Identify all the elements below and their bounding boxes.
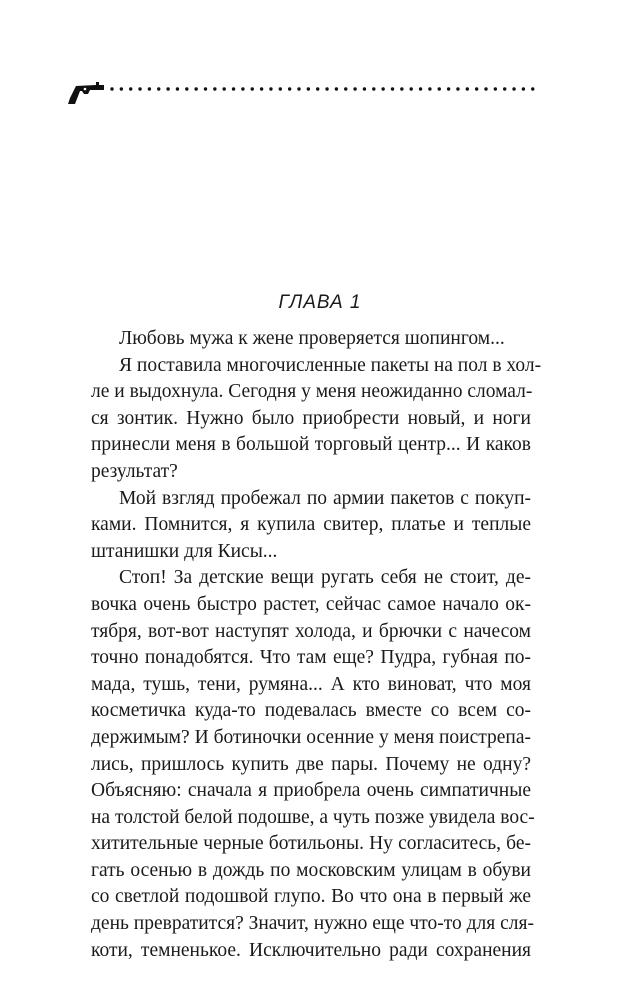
text-line: принесли меня в большой торговый центр... И каков xyxy=(91,434,531,456)
text-line: точно понадобятся. Что там еще? Пудра, губная по- xyxy=(91,647,531,669)
text-line: Стоп! За детские вещи ругать себя не стоит, де- xyxy=(119,567,531,589)
revolver-icon xyxy=(66,76,106,110)
text-line: день превратится? Значит, нужно еще что-то для сля- xyxy=(91,913,534,935)
text-line: результат? xyxy=(91,460,178,482)
header-ornament xyxy=(66,76,536,110)
text-line: Любовь мужа к жене проверяется шопингом... xyxy=(119,328,505,349)
text-line: Я поставила многочисленные пакеты на пол в хол- xyxy=(119,354,542,376)
text-line: мада, тушь, тени, румяна... А кто виноват, что моя xyxy=(91,673,531,695)
text-line: штанишки для Кисы... xyxy=(91,540,278,562)
text-line: вочка очень быстро растет, сейчас самое начало ок- xyxy=(91,593,531,615)
text-line: со светлой подошвой глупо. Во что она в первый же xyxy=(91,886,531,908)
text-line: держимым? И ботиночки осенние у меня поистрепа- xyxy=(91,726,531,748)
text-line: лись, пришлось купить две пары. Почему не одну? xyxy=(91,753,531,775)
text-line: тября, вот-вот наступят холода, и брючки с начесом xyxy=(91,620,531,642)
text-line: хитительные черные ботильоны. Ну согласитесь, бе- xyxy=(91,833,531,855)
text-line: ками. Помнится, я купила свитер, платье и теплые xyxy=(91,514,531,536)
dot-leader xyxy=(110,86,536,92)
text-line: на толстой белой подошве, а чуть позже увидела вос- xyxy=(91,806,535,828)
body-text xyxy=(91,326,542,964)
text-line: гать осенью в дождь по московским улицам в обуви xyxy=(91,859,531,881)
chapter-title: ГЛАВА 1 xyxy=(278,292,362,313)
text-line: Объясняю: сначала я приобрела очень симпатичные xyxy=(91,780,531,802)
text-line: коти, темненькое. Исключительно ради сохранения xyxy=(91,939,531,961)
text-line: косметичка куда-то подевалась вместе со всем со- xyxy=(91,700,531,722)
text-line: ся зонтик. Нужно было приобрести новый, и ноги xyxy=(91,407,531,429)
text-line: Мой взгляд пробежал по армии пакетов с покуп- xyxy=(119,487,531,509)
text-line: ле и выдохнула. Сегодня у меня неожиданно сломал- xyxy=(91,381,533,403)
